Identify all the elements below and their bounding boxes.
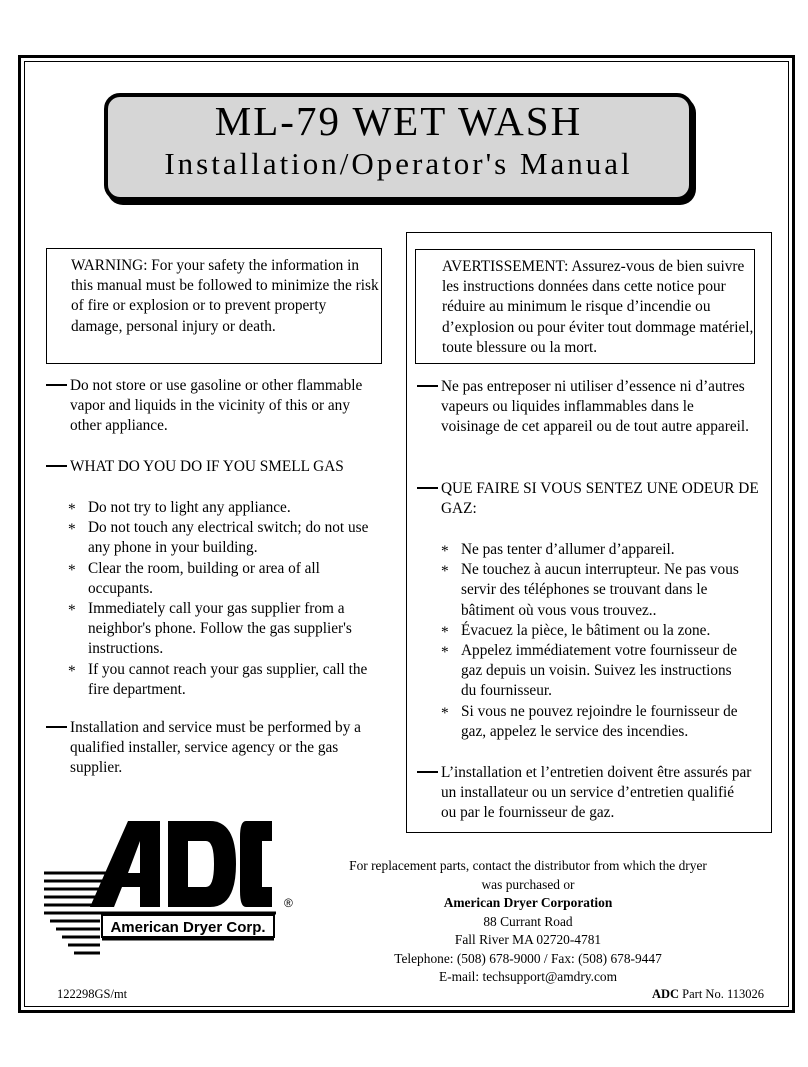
bullet-text: Ne touchez à aucun interrupteur. Ne pas vous servir des téléphones se trouvant dans le bâtiment où vous vous trouvez.. [461, 561, 739, 619]
manual-title: ML-79 WET WASH [214, 98, 583, 144]
bullet-text: If you cannot reach your gas supplier, call the fire department. [88, 660, 368, 698]
bullet-text: Do not try to light any appliance. [88, 499, 291, 516]
contact-phone: Telephone: (508) 678-9000 / Fax: (508) 678-9447 [394, 950, 662, 966]
logo-company-text: American Dryer Corp. [110, 919, 266, 936]
bullet-star: * [68, 561, 76, 579]
bullet-text: Ne pas tenter d’allumer d’appareil. [461, 541, 675, 558]
french-item-smell-gas-heading: QUE FAIRE SI VOUS SENTEZ UNE ODEUR DE GAZ: [417, 479, 763, 519]
contact-city: Fall River MA 02720-4781 [454, 932, 602, 947]
bullet-star: * [441, 543, 449, 560]
list-item [441, 621, 741, 641]
french-warning-box: AVERTISSEMENT: Assurez-vous de bien suivre les instructions données dans cette notice pour réduire au minimum le risque d’incendie ou d’explosion ou pour éviter tout dommage matériel, toute blessure ou la mort. [415, 249, 755, 364]
list-item [68, 559, 386, 599]
english-item-smell-gas-heading: WHAT DO YOU DO IF YOU SMELL GAS [46, 457, 392, 477]
english-column [34, 232, 398, 786]
title-banner [104, 93, 693, 201]
list-item [441, 560, 741, 621]
bullet-star: * [441, 644, 449, 662]
list-item [441, 641, 741, 702]
bullet-text: Évacuez la pièce, le bâtiment ou la zone. [461, 621, 711, 639]
english-gas-bullets [68, 498, 386, 700]
english-item-installation: Installation and service must be performed by a qualified installer, service agency or the gas supplier. [46, 718, 382, 779]
bullet-star: * [68, 521, 76, 539]
english-item-no-gasoline: Do not store or use gasoline or other flammable vapor and liquids in the vicinity of this or any other appliance. [46, 376, 382, 437]
bullet-text: Do not touch any electrical switch; do not use any phone in your building. [88, 519, 369, 557]
bullet-star: * [68, 662, 76, 680]
french-item-installation: L’installation et l’entretien doivent être assurés par un installateur ou un service d’entretien qualifié ou par le fournisseur de gaz. [417, 763, 753, 824]
bullet-star: * [68, 602, 76, 620]
manual-subtitle: Installation/Operator's Manual [164, 146, 633, 181]
french-column [406, 232, 772, 833]
english-warning-box: WARNING: For your safety the information in this manual must be followed to minimize the risk of fire or explosion or to prevent property damage, personal injury or death. [46, 248, 382, 364]
bullet-text: Clear the room, building or area of all occupants. [88, 559, 320, 597]
list-item [68, 498, 386, 518]
contact-street: 88 Currant Road [483, 913, 573, 929]
part-brand: ADC [651, 987, 680, 1001]
list-item [68, 660, 386, 700]
adc-logo [40, 815, 300, 965]
contact-line1: For replacement parts, contact the distributor from which the dryer [349, 858, 707, 873]
bullet-text: Si vous ne pouvez rejoindre le fournisseur de gaz, appelez le service des incendies. [461, 702, 738, 740]
bullet-star: * [441, 704, 449, 722]
registered-mark: ® [284, 896, 293, 910]
bullet-text: Appelez immédiatement votre fournisseur de gaz depuis un voisin. Suivez les instructions du fournisseur. [461, 642, 738, 700]
bullet-star: * [441, 623, 449, 641]
list-item [68, 518, 386, 558]
list-item [68, 599, 386, 660]
contact-company [333, 894, 723, 913]
contact-company-name: American Dryer Corporation [443, 895, 613, 910]
contact-line2: was purchased or [481, 876, 575, 892]
french-gas-bullets [441, 540, 741, 742]
bullet-text: Immediately call your gas supplier from a neighbor's phone. Follow the gas supplier's instructions. [88, 600, 352, 658]
bullet-star: * [68, 501, 76, 518]
french-item-no-gasoline: Ne pas entreposer ni utiliser d’essence ni d’autres vapeurs ou liquides inflammables dans le voisinage de cet appareil ou de tout autre appareil. [417, 377, 753, 438]
contact-email: E-mail: techsupport@amdry.com [438, 969, 618, 984]
contact-block [333, 857, 723, 987]
part-no-text: Part No. 113026 [679, 987, 764, 1001]
part-number [652, 987, 764, 1002]
list-item [441, 540, 741, 560]
doc-code: 122298GS/mt [57, 987, 128, 1001]
list-item [441, 702, 741, 742]
bullet-star: * [441, 563, 449, 581]
